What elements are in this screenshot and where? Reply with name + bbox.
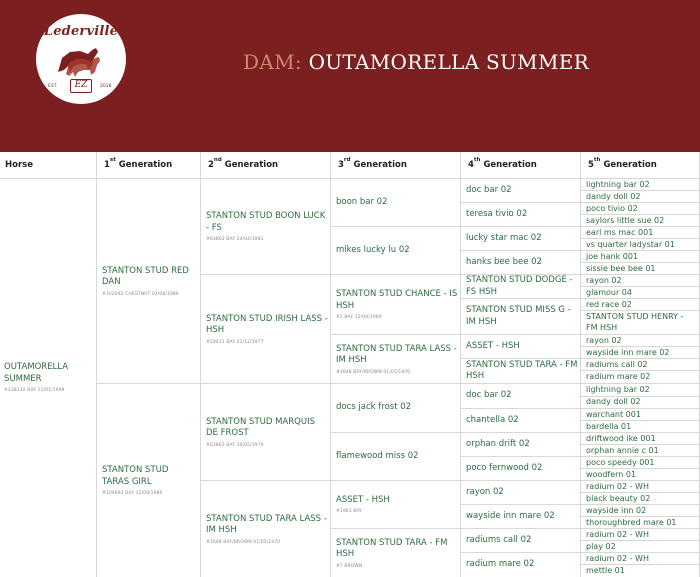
gen5-link[interactable]: driftwood ike 001: [586, 434, 656, 443]
gen5-link[interactable]: glamour 04: [586, 288, 632, 297]
gen5-link[interactable]: poco tivio 02: [586, 204, 638, 213]
gen4-cell: [466, 203, 578, 226]
col-header-gen3: 3rd Generation: [338, 157, 407, 170]
gen5-link[interactable]: woodfern 01: [586, 470, 637, 479]
gen3-meta: #1963 BAY: [336, 509, 363, 515]
gen3-link[interactable]: STANTON STUD TARA LASS - IM HSH: [336, 343, 457, 365]
gen4-link[interactable]: hanks bee bee 02: [466, 256, 542, 267]
gen2-link[interactable]: STANTON STUD TARA LASS - IM HSH: [206, 513, 327, 535]
gen2-link[interactable]: STANTON STUD MARQUIS DE FROST: [206, 416, 315, 438]
gen4-link[interactable]: teresa tivio 02: [466, 208, 528, 219]
title-horse-name: OUTAMORELLA SUMMER: [308, 50, 589, 74]
gen2-cell: [206, 384, 328, 480]
col-header-gen4: 4th Generation: [468, 157, 537, 170]
col-header-gen5: 5th Generation: [588, 157, 657, 170]
gen3-meta: #2 BAY 12/08/1969: [336, 315, 382, 320]
gen4-cell: [466, 433, 578, 456]
gen4-link[interactable]: radium mare 02: [466, 559, 535, 570]
gen5-link[interactable]: rayon 02: [586, 336, 622, 345]
gen4-cell: [466, 335, 578, 358]
gen4-cell: [466, 457, 578, 480]
page-title: [243, 50, 589, 74]
gen4-link[interactable]: STANTON STUD DODGE - FS HSH: [466, 275, 573, 297]
gen1-sire-link[interactable]: STANTON STUD RED DAN: [102, 265, 189, 287]
gen3-cell: [336, 384, 458, 432]
lederville-logo[interactable]: [36, 14, 126, 104]
gen5-link[interactable]: wayside inn 02: [586, 506, 647, 515]
gen4-link[interactable]: STANTON STUD MISS G - IM HSH: [466, 305, 571, 327]
gen1-dam-link[interactable]: STANTON STUD TARAS GIRL: [102, 465, 169, 487]
gen4-cell: [466, 529, 578, 552]
gen4-link[interactable]: chantella 02: [466, 414, 519, 425]
gen4-link[interactable]: doc bar 02: [466, 184, 512, 195]
gen3-cell: [336, 529, 458, 577]
gen4-cell: [466, 179, 578, 202]
horse-meta: #138232 BAY 11/01/1999: [4, 388, 65, 393]
gen1-sire-cell: [102, 179, 196, 383]
gen3-link[interactable]: boon bar 02: [336, 196, 388, 207]
gen4-link[interactable]: rayon 02: [466, 486, 504, 497]
gen2-meta: #63862 BAY 24/04/1981: [206, 237, 264, 242]
gen4-cell: [466, 227, 578, 250]
gen4-cell: [466, 409, 578, 432]
gen4-cell: [466, 251, 578, 274]
gen4-link[interactable]: doc bar 02: [466, 390, 512, 401]
gen5-link[interactable]: red race 02: [586, 300, 632, 309]
gen3-cell: [336, 335, 458, 383]
gen5-link[interactable]: radiums call 02: [586, 360, 648, 369]
gen4-cell: [466, 481, 578, 504]
gen5-link[interactable]: lightning bar 02: [586, 385, 650, 394]
gen5-link[interactable]: wayside inn mare 02: [586, 348, 670, 357]
gen5-link[interactable]: joe hank 001: [586, 252, 639, 261]
gen3-link[interactable]: STANTON STUD TARA - FM HSH: [336, 537, 448, 559]
gen5-link[interactable]: mettle 01: [586, 566, 625, 575]
horse-cell: [4, 178, 94, 577]
col-header-gen2: 2nd Generation: [208, 157, 279, 170]
gen5-link[interactable]: black beauty 02: [586, 494, 651, 503]
gen3-cell: [336, 227, 458, 274]
gen5-link[interactable]: radium 02 - WH: [586, 530, 649, 539]
gen5-link[interactable]: dandy doll 02: [586, 192, 641, 201]
gen4-link[interactable]: poco fernwood 02: [466, 462, 543, 473]
logo-est-label: EST.: [48, 84, 58, 89]
pedigree-table: [0, 152, 700, 577]
gen5-link[interactable]: earl ms mac 001: [586, 228, 654, 237]
title-prefix: DAM:: [243, 50, 302, 74]
gen4-cell: [466, 359, 578, 383]
gen3-cell: [336, 179, 458, 226]
gen4-link[interactable]: orphan drift 02: [466, 438, 530, 449]
gen4-cell: [466, 275, 578, 298]
gen2-meta: #59411 BAY 22/12/1977: [206, 339, 264, 345]
gen1-dam-cell: [102, 384, 196, 577]
gen1-sire-meta: #102942 CHESTNUT 02/08/1986: [102, 291, 179, 297]
gen3-cell: [336, 481, 458, 528]
gen5-link[interactable]: orphan annie c 01: [586, 446, 659, 455]
gen4-link[interactable]: radiums call 02: [466, 534, 532, 545]
gen4-link[interactable]: wayside inn mare 02: [466, 510, 555, 521]
gen5-link[interactable]: warchant 001: [586, 410, 641, 419]
gen5-link[interactable]: play 02: [586, 542, 616, 551]
gen3-link[interactable]: ASSET - HSH: [336, 494, 390, 505]
gen5-link[interactable]: dandy doll 02: [586, 397, 641, 406]
gen2-link[interactable]: STANTON STUD IRISH LASS - HSH: [206, 313, 328, 335]
gen2-cell: [206, 275, 328, 383]
logo-year-label: 2018: [100, 84, 112, 89]
gen1-dam-meta: #104693 BAY 15/09/1986: [102, 491, 163, 496]
gen4-link[interactable]: ASSET - HSH: [466, 340, 520, 351]
col-header-gen1: 1st Generation: [104, 157, 173, 170]
gen5-link[interactable]: rayon 02: [586, 276, 622, 285]
gen5-link[interactable]: saylors little sue 02: [586, 216, 665, 225]
gen3-link[interactable]: flamewood miss 02: [336, 450, 419, 461]
gen5-link[interactable]: thoroughbred mare 01: [586, 518, 677, 527]
gen5-link[interactable]: radium 02 - WH: [586, 554, 649, 563]
gen3-link[interactable]: mikes lucky lu 02: [336, 244, 410, 255]
gen2-link[interactable]: STANTON STUD BOON LUCK - FS: [206, 211, 326, 233]
gen3-meta: #7 BROWN: [336, 563, 363, 569]
gen5-link[interactable]: vs quarter ladystar 01: [586, 240, 675, 249]
col-header-horse: Horse: [5, 160, 33, 170]
logo-wordmark: Lederville: [43, 24, 119, 39]
logo-monogram: EZ: [70, 79, 92, 93]
gen3-link[interactable]: docs jack frost 02: [336, 402, 412, 413]
gen4-cell: [466, 505, 578, 528]
gen5-link[interactable]: radium mare 02: [586, 372, 651, 381]
gen4-cell: [466, 553, 578, 577]
gen5-link[interactable]: lightning bar 02: [586, 180, 650, 189]
gen5-link[interactable]: poco speedy 001: [586, 458, 655, 467]
gen2-cell: [206, 481, 328, 577]
gen4-cell: [466, 384, 578, 408]
gen5-link[interactable]: radium 02 - WH: [586, 482, 649, 491]
gen4-link[interactable]: STANTON STUD TARA - FM HSH: [466, 359, 578, 381]
header-band: [0, 0, 700, 152]
gen2-meta: #1648 BAY/BROWN 01/05/1970: [206, 539, 281, 545]
gen3-cell: [336, 433, 458, 480]
gen3-link[interactable]: STANTON STUD CHANCE - IS HSH: [336, 289, 458, 311]
gen2-meta: #63863 BAY 30/05/1979: [206, 442, 264, 448]
gen5-link[interactable]: sissie bee bee 01: [586, 264, 656, 273]
gen5-link[interactable]: STANTON STUD HENRY - FM HSH: [586, 312, 684, 332]
gen3-cell: [336, 275, 458, 334]
gen3-meta: #1648 BAY/BROWN 01/05/1970: [336, 369, 411, 375]
gen4-link[interactable]: lucky star mac 02: [466, 232, 542, 243]
horse-name-link[interactable]: OUTAMORELLA SUMMER: [4, 362, 69, 384]
gen2-cell: [206, 179, 328, 274]
gen4-cell: [466, 299, 578, 334]
gen5-link[interactable]: bardella 01: [586, 422, 632, 431]
